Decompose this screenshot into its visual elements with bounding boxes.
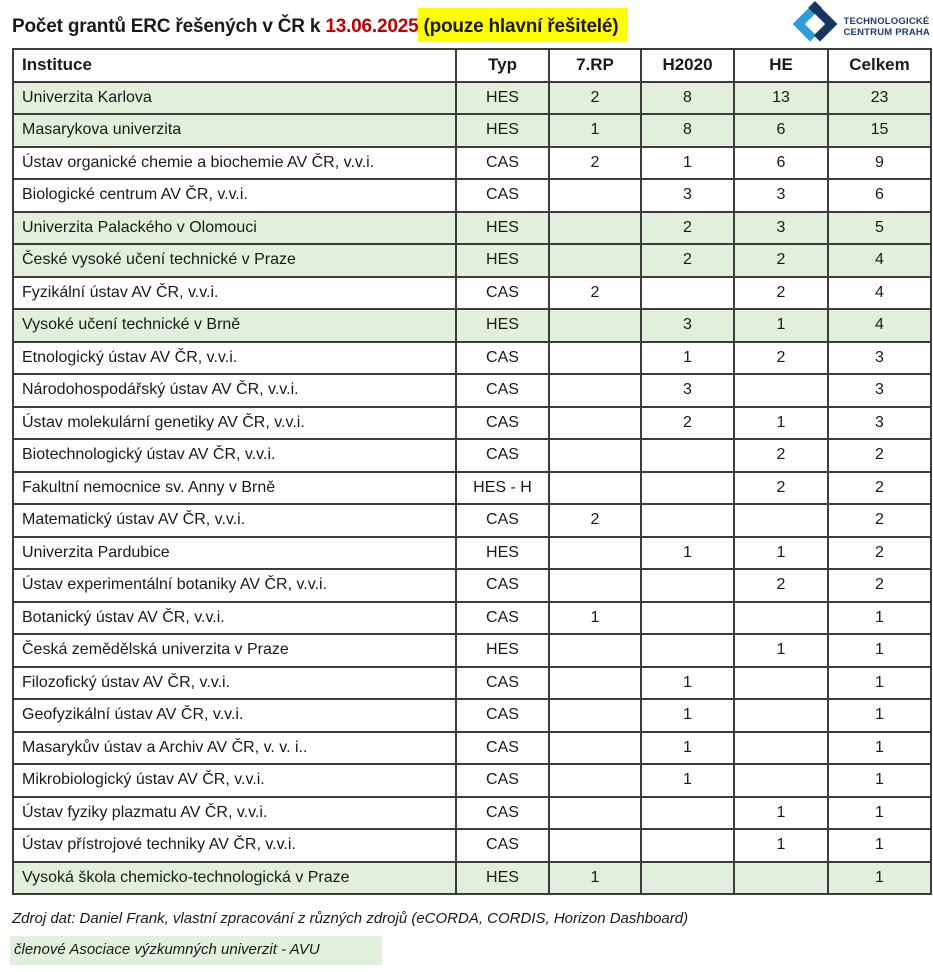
- cell-he: [734, 602, 828, 635]
- cell-he: 6: [734, 147, 828, 180]
- cell-he: 1: [734, 407, 828, 440]
- cell-7rp: [549, 797, 641, 830]
- cell-typ: CAS: [456, 342, 549, 375]
- cell-h2020: [641, 602, 734, 635]
- cell-h2020: 1: [641, 764, 734, 797]
- cell-instituce: Fyzikální ústav AV ČR, v.v.i.: [13, 277, 456, 310]
- cell-he: [734, 504, 828, 537]
- table-row: [13, 374, 931, 407]
- cell-7rp: [549, 309, 641, 342]
- cell-celkem: 1: [828, 732, 931, 765]
- tc-praha-logo: [792, 1, 930, 53]
- cell-instituce: Mikrobiologický ústav AV ČR, v.v.i.: [13, 764, 456, 797]
- cell-typ: HES: [456, 634, 549, 667]
- cell-celkem: 5: [828, 212, 931, 245]
- cell-celkem: 2: [828, 569, 931, 602]
- cell-typ: CAS: [456, 277, 549, 310]
- cell-h2020: 8: [641, 82, 734, 115]
- cell-celkem: 1: [828, 764, 931, 797]
- cell-he: 2: [734, 342, 828, 375]
- cell-he: 3: [734, 212, 828, 245]
- cell-7rp: [549, 439, 641, 472]
- table-row: [13, 829, 931, 862]
- cell-7rp: [549, 472, 641, 505]
- cell-celkem: 2: [828, 504, 931, 537]
- cell-typ: CAS: [456, 732, 549, 765]
- cell-celkem: 1: [828, 634, 931, 667]
- cell-instituce: Etnologický ústav AV ČR, v.v.i.: [13, 342, 456, 375]
- cell-h2020: 1: [641, 732, 734, 765]
- cell-h2020: [641, 504, 734, 537]
- cell-7rp: [549, 829, 641, 862]
- cell-7rp: 2: [549, 504, 641, 537]
- cell-instituce: Ústav experimentální botaniky AV ČR, v.v.i.: [13, 569, 456, 602]
- erc-grants-table: [12, 48, 932, 895]
- cell-typ: CAS: [456, 569, 549, 602]
- cell-7rp: [549, 634, 641, 667]
- cell-instituce: Masarykova univerzita: [13, 114, 456, 147]
- cell-celkem: 23: [828, 82, 931, 115]
- col-header-h2020: H2020: [641, 49, 734, 82]
- title-date: 13.06.2025: [325, 16, 419, 37]
- cell-he: 1: [734, 797, 828, 830]
- cell-he: 2: [734, 472, 828, 505]
- cell-h2020: [641, 797, 734, 830]
- cell-celkem: 1: [828, 699, 931, 732]
- page-title: [12, 16, 628, 38]
- cell-celkem: 1: [828, 667, 931, 700]
- cell-7rp: [549, 732, 641, 765]
- cell-celkem: 2: [828, 472, 931, 505]
- logo-text-line2: CENTRUM PRAHA: [843, 27, 930, 38]
- cell-celkem: 3: [828, 374, 931, 407]
- cell-7rp: 2: [549, 147, 641, 180]
- cell-h2020: 1: [641, 699, 734, 732]
- cell-typ: CAS: [456, 439, 549, 472]
- table-row: [13, 764, 931, 797]
- avu-members-note: členové Asociace výzkumných univerzit - AVU: [10, 936, 382, 965]
- col-header-7rp: 7.RP: [549, 49, 641, 82]
- cell-h2020: [641, 634, 734, 667]
- cell-h2020: 1: [641, 537, 734, 570]
- cell-instituce: Ústav fyziky plazmatu AV ČR, v.v.i.: [13, 797, 456, 830]
- cell-h2020: [641, 472, 734, 505]
- cell-he: 2: [734, 439, 828, 472]
- cell-7rp: [549, 407, 641, 440]
- cell-instituce: Česká zemědělská univerzita v Praze: [13, 634, 456, 667]
- cell-he: 2: [734, 569, 828, 602]
- table-body: [13, 82, 931, 895]
- cell-h2020: 1: [641, 342, 734, 375]
- table-row: [13, 862, 931, 895]
- cell-typ: HES: [456, 537, 549, 570]
- cell-instituce: Národohospodářský ústav AV ČR, v.v.i.: [13, 374, 456, 407]
- cell-7rp: [549, 699, 641, 732]
- cell-7rp: [549, 569, 641, 602]
- cell-7rp: [549, 179, 641, 212]
- table-row: [13, 634, 931, 667]
- cell-typ: HES: [456, 82, 549, 115]
- cell-instituce: Univerzita Palackého v Olomouci: [13, 212, 456, 245]
- table-row: [13, 342, 931, 375]
- table-row: [13, 309, 931, 342]
- cell-he: 3: [734, 179, 828, 212]
- cell-instituce: Masarykův ústav a Archiv AV ČR, v. v. i..: [13, 732, 456, 765]
- cell-typ: HES: [456, 862, 549, 895]
- cell-instituce: Univerzita Karlova: [13, 82, 456, 115]
- cell-7rp: 1: [549, 602, 641, 635]
- cell-h2020: 2: [641, 244, 734, 277]
- cell-he: 6: [734, 114, 828, 147]
- cell-7rp: [549, 537, 641, 570]
- cell-typ: HES - H: [456, 472, 549, 505]
- cell-he: 13: [734, 82, 828, 115]
- cell-celkem: 9: [828, 147, 931, 180]
- table-row: [13, 602, 931, 635]
- cell-instituce: Ústav přístrojové techniky AV ČR, v.v.i.: [13, 829, 456, 862]
- cell-typ: HES: [456, 212, 549, 245]
- cell-he: [734, 374, 828, 407]
- cell-typ: CAS: [456, 374, 549, 407]
- table-row: [13, 277, 931, 310]
- cell-7rp: 1: [549, 114, 641, 147]
- cell-celkem: 2: [828, 537, 931, 570]
- table-row: [13, 439, 931, 472]
- logo-text: [843, 16, 930, 38]
- tc-praha-diamond-logo-icon: [792, 1, 838, 53]
- table-row: [13, 504, 931, 537]
- cell-7rp: [549, 342, 641, 375]
- col-header-instituce: Instituce: [13, 49, 456, 82]
- table-row: [13, 114, 931, 147]
- cell-7rp: 1: [549, 862, 641, 895]
- cell-typ: CAS: [456, 667, 549, 700]
- cell-h2020: [641, 862, 734, 895]
- title-highlight: (pouze hlavní řešitelé): [418, 8, 628, 42]
- cell-7rp: [549, 212, 641, 245]
- cell-typ: HES: [456, 114, 549, 147]
- cell-7rp: [549, 667, 641, 700]
- cell-instituce: Vysoká škola chemicko-technologická v Praze: [13, 862, 456, 895]
- cell-h2020: [641, 439, 734, 472]
- cell-h2020: 8: [641, 114, 734, 147]
- table-row: [13, 179, 931, 212]
- col-header-celkem: Celkem: [828, 49, 931, 82]
- cell-celkem: 2: [828, 439, 931, 472]
- cell-h2020: 2: [641, 407, 734, 440]
- cell-7rp: [549, 764, 641, 797]
- table-row: [13, 147, 931, 180]
- cell-h2020: 3: [641, 309, 734, 342]
- cell-celkem: 3: [828, 342, 931, 375]
- table-row: [13, 537, 931, 570]
- cell-typ: CAS: [456, 764, 549, 797]
- cell-celkem: 1: [828, 829, 931, 862]
- table-row: [13, 699, 931, 732]
- cell-he: 2: [734, 244, 828, 277]
- table-row: [13, 732, 931, 765]
- col-header-he: HE: [734, 49, 828, 82]
- cell-typ: CAS: [456, 504, 549, 537]
- cell-typ: CAS: [456, 829, 549, 862]
- cell-h2020: 1: [641, 667, 734, 700]
- table-row: [13, 472, 931, 505]
- cell-typ: CAS: [456, 407, 549, 440]
- cell-he: 1: [734, 829, 828, 862]
- table-row: [13, 569, 931, 602]
- cell-he: [734, 667, 828, 700]
- col-header-typ: Typ: [456, 49, 549, 82]
- cell-typ: CAS: [456, 797, 549, 830]
- cell-instituce: Ústav organické chemie a biochemie AV ČR, v.v.i.: [13, 147, 456, 180]
- cell-typ: HES: [456, 244, 549, 277]
- cell-typ: CAS: [456, 699, 549, 732]
- table-row: [13, 212, 931, 245]
- cell-h2020: [641, 277, 734, 310]
- cell-h2020: 2: [641, 212, 734, 245]
- cell-instituce: Biotechnologický ústav AV ČR, v.v.i.: [13, 439, 456, 472]
- table-row: [13, 667, 931, 700]
- cell-instituce: Ústav molekulární genetiky AV ČR, v.v.i.: [13, 407, 456, 440]
- cell-instituce: Univerzita Pardubice: [13, 537, 456, 570]
- cell-he: 2: [734, 277, 828, 310]
- table-row: [13, 407, 931, 440]
- cell-celkem: 1: [828, 797, 931, 830]
- cell-typ: CAS: [456, 179, 549, 212]
- cell-instituce: Fakultní nemocnice sv. Anny v Brně: [13, 472, 456, 505]
- cell-he: [734, 699, 828, 732]
- cell-he: [734, 764, 828, 797]
- cell-instituce: České vysoké učení technické v Praze: [13, 244, 456, 277]
- cell-h2020: 3: [641, 374, 734, 407]
- cell-h2020: 3: [641, 179, 734, 212]
- cell-celkem: 4: [828, 277, 931, 310]
- cell-h2020: [641, 569, 734, 602]
- cell-he: 1: [734, 634, 828, 667]
- source-note: Zdroj dat: Daniel Frank, vlastní zpracování z různých zdrojů (eCORDA, CORDIS, Horizon Dashboard): [12, 910, 689, 927]
- cell-he: 1: [734, 309, 828, 342]
- cell-he: [734, 862, 828, 895]
- cell-7rp: 2: [549, 82, 641, 115]
- cell-instituce: Botanický ústav AV ČR, v.v.i.: [13, 602, 456, 635]
- cell-celkem: 15: [828, 114, 931, 147]
- table-row: [13, 82, 931, 115]
- cell-celkem: 6: [828, 179, 931, 212]
- cell-he: [734, 732, 828, 765]
- cell-instituce: Geofyzikální ústav AV ČR, v.v.i.: [13, 699, 456, 732]
- logo-text-line1: TECHNOLOGICKÉ: [843, 16, 930, 27]
- table-header-row: [13, 49, 931, 82]
- cell-7rp: [549, 374, 641, 407]
- cell-typ: CAS: [456, 602, 549, 635]
- title-prefix: Počet grantů ERC řešených v ČR k: [12, 16, 326, 37]
- cell-he: 1: [734, 537, 828, 570]
- cell-instituce: Matematický ústav AV ČR, v.v.i.: [13, 504, 456, 537]
- cell-typ: CAS: [456, 147, 549, 180]
- cell-typ: HES: [456, 309, 549, 342]
- cell-celkem: 4: [828, 244, 931, 277]
- cell-h2020: [641, 829, 734, 862]
- cell-h2020: 1: [641, 147, 734, 180]
- cell-celkem: 3: [828, 407, 931, 440]
- table-row: [13, 797, 931, 830]
- cell-celkem: 4: [828, 309, 931, 342]
- cell-instituce: Vysoké učení technické v Brně: [13, 309, 456, 342]
- cell-7rp: [549, 244, 641, 277]
- table-row: [13, 244, 931, 277]
- cell-7rp: 2: [549, 277, 641, 310]
- cell-instituce: Biologické centrum AV ČR, v.v.i.: [13, 179, 456, 212]
- cell-celkem: 1: [828, 862, 931, 895]
- cell-instituce: Filozofický ústav AV ČR, v.v.i.: [13, 667, 456, 700]
- cell-celkem: 1: [828, 602, 931, 635]
